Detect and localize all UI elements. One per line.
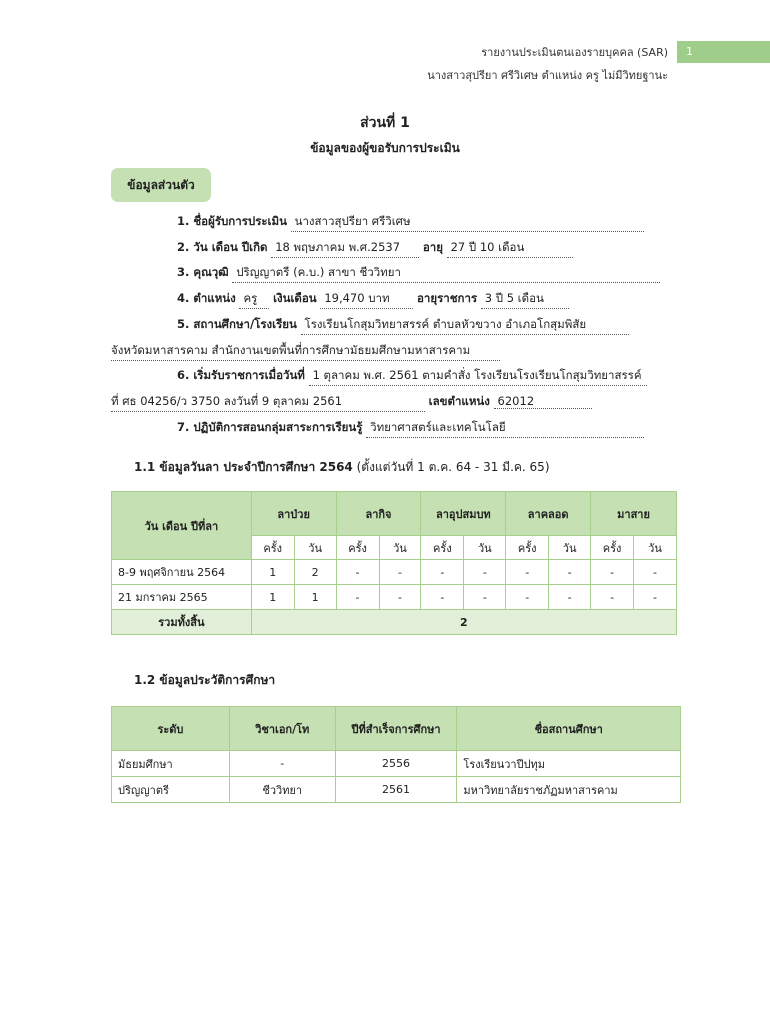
sub-times: ครั้ง <box>336 536 379 560</box>
leave-type-late: มาสาย <box>591 492 677 536</box>
leave-col-date: วัน เดือน ปีที่ลา <box>112 492 252 560</box>
table-cell: - <box>506 585 549 610</box>
field-4-label: 4. ตำแหน่ง <box>177 291 236 305</box>
sub-days: วัน <box>464 536 506 560</box>
edu-header-major: วิชาเอก/โท <box>229 707 335 751</box>
leave-table <box>111 491 677 635</box>
field-2-value: 18 พฤษภาคม พ.ศ.2537 <box>271 239 419 258</box>
table-cell: 1 <box>251 560 294 585</box>
leave-type-personal: ลากิจ <box>336 492 421 536</box>
leave-heading-text: 1.1 ข้อมูลวันลา ประจำปีการศึกษา 2564 <box>134 460 353 474</box>
header-report-title: รายงานประเมินตนเองรายบุคคล (SAR) <box>481 46 668 59</box>
table-row <box>112 751 681 777</box>
sub-times: ครั้ง <box>421 536 464 560</box>
education-table <box>111 706 681 803</box>
edu-year: 2561 <box>335 777 457 803</box>
field-2 <box>177 239 573 258</box>
field-1 <box>177 213 644 232</box>
field-3 <box>177 264 660 283</box>
table-cell: - <box>379 560 421 585</box>
part-title: ส่วนที่ 1 <box>360 115 410 131</box>
field-2-age-value: 27 ปี 10 เดือน <box>447 239 573 258</box>
table-cell: - <box>336 560 379 585</box>
field-6 <box>177 367 647 386</box>
field-5-continuation <box>111 342 500 361</box>
table-cell: - <box>421 585 464 610</box>
header-author-line: นางสาวสุปรียา ศรีวิเศษ ตำแหน่ง ครู ไม่มีวิทยฐานะ <box>427 69 668 82</box>
sub-days: วัน <box>379 536 421 560</box>
field-5-label: 5. สถานศึกษา/โรงเรียน <box>177 317 297 331</box>
field-2-age-label: อายุ <box>422 240 443 254</box>
sub-times: ครั้ง <box>251 536 294 560</box>
table-cell: 1 <box>294 585 336 610</box>
table-cell: 2 <box>294 560 336 585</box>
table-cell: 1 <box>251 585 294 610</box>
field-6-cont-value: ที่ ศธ 04256/ว 3750 ลงวันที่ 9 ตุลาคม 2561 <box>111 393 425 412</box>
field-6-position-value: 62012 <box>494 394 592 409</box>
field-3-label: 3. คุณวุฒิ <box>177 265 229 279</box>
table-cell: - <box>379 585 421 610</box>
sub-times: ครั้ง <box>591 536 634 560</box>
table-cell: - <box>421 560 464 585</box>
field-2-label: 2. วัน เดือน ปีเกิด <box>177 240 268 254</box>
field-6-label: 6. เริ่มรับราชการเมื่อวันที่ <box>177 368 305 382</box>
leave-date: 21 มกราคม 2565 <box>112 585 252 610</box>
table-row <box>112 585 677 610</box>
total-label: รวมทั้งสิ้น <box>112 610 252 635</box>
personal-info-badge: ข้อมูลส่วนตัว <box>111 168 211 202</box>
sub-days: วัน <box>549 536 591 560</box>
table-cell: - <box>549 585 591 610</box>
field-5 <box>177 316 629 335</box>
education-heading-text: 1.2 ข้อมูลประวัติการศึกษา <box>134 673 276 687</box>
total-row <box>112 610 677 635</box>
page-number: 1 <box>677 41 770 63</box>
field-7 <box>177 419 644 438</box>
edu-header-year: ปีที่สำเร็จการศึกษา <box>335 707 457 751</box>
field-4-salary-value: 19,470 บาท <box>320 290 413 309</box>
field-6-value: 1 ตุลาคม พ.ศ. 2561 ตามคำสั่ง โรงเรียนโรงเรียนโกสุมวิทยาสรรค์ <box>309 367 647 386</box>
edu-major: ชีววิทยา <box>229 777 335 803</box>
field-5-value: โรงเรียนโกสุมวิทยาสรรค์ ตำบลหัวขวาง อำเภอโกสุมพิสัย <box>301 316 629 335</box>
table-cell: - <box>591 585 634 610</box>
sub-times: ครั้ง <box>506 536 549 560</box>
field-5-cont-value: จังหวัดมหาสารคาม สำนักงานเขตพื้นที่การศึกษามัธยมศึกษามหาสารคาม <box>111 342 500 361</box>
leave-heading-note: (ตั้งแต่วันที่ 1 ต.ค. 64 - 31 มี.ค. 65) <box>356 460 550 474</box>
field-1-value: นางสาวสุปรียา ศรีวิเศษ <box>291 213 644 232</box>
edu-header-institution: ชื่อสถานศึกษา <box>457 707 681 751</box>
field-4-value: ครู <box>239 290 269 309</box>
sub-days: วัน <box>294 536 336 560</box>
leave-type-ordination: ลาอุปสมบท <box>421 492 506 536</box>
part-subtitle: ข้อมูลของผู้ขอรับการประเมิน <box>310 141 460 155</box>
field-1-label: 1. ชื่อผู้รับการประเมิน <box>177 214 287 228</box>
edu-header-level: ระดับ <box>112 707 230 751</box>
field-6-position-label: เลขตำแหน่ง <box>428 394 490 408</box>
total-value: 2 <box>251 610 676 635</box>
table-cell: - <box>634 585 677 610</box>
table-cell: - <box>464 560 506 585</box>
sub-days: วัน <box>634 536 677 560</box>
table-cell: - <box>336 585 379 610</box>
table-cell: - <box>506 560 549 585</box>
table-cell: - <box>464 585 506 610</box>
edu-institution: มหาวิทยาลัยราชภัฏมหาสารคาม <box>457 777 681 803</box>
table-row <box>112 777 681 803</box>
table-cell: - <box>634 560 677 585</box>
table-cell: - <box>549 560 591 585</box>
edu-institution: โรงเรียนวาปีปทุม <box>457 751 681 777</box>
leave-type-maternity: ลาคลอด <box>506 492 591 536</box>
field-3-value: ปริญญาตรี (ค.บ.) สาขา ชีววิทยา <box>232 264 660 283</box>
leave-date: 8-9 พฤศจิกายน 2564 <box>112 560 252 585</box>
field-4-service-value: 3 ปี 5 เดือน <box>481 290 569 309</box>
leave-type-sick: ลาป่วย <box>251 492 336 536</box>
field-4 <box>177 290 569 309</box>
education-section-heading <box>134 671 275 690</box>
edu-level: ปริญญาตรี <box>112 777 230 803</box>
field-7-value: วิทยาศาสตร์และเทคโนโลยี <box>366 419 644 438</box>
field-7-label: 7. ปฏิบัติการสอนกลุ่มสาระการเรียนรู้ <box>177 420 363 434</box>
field-4-salary-label: เงินเดือน <box>273 291 317 305</box>
edu-level: มัธยมศึกษา <box>112 751 230 777</box>
edu-year: 2556 <box>335 751 457 777</box>
edu-major: - <box>229 751 335 777</box>
field-6-continuation <box>111 393 592 412</box>
leave-section-heading <box>134 458 550 477</box>
field-4-service-label: อายุราชการ <box>416 291 478 305</box>
table-cell: - <box>591 560 634 585</box>
table-row <box>112 560 677 585</box>
